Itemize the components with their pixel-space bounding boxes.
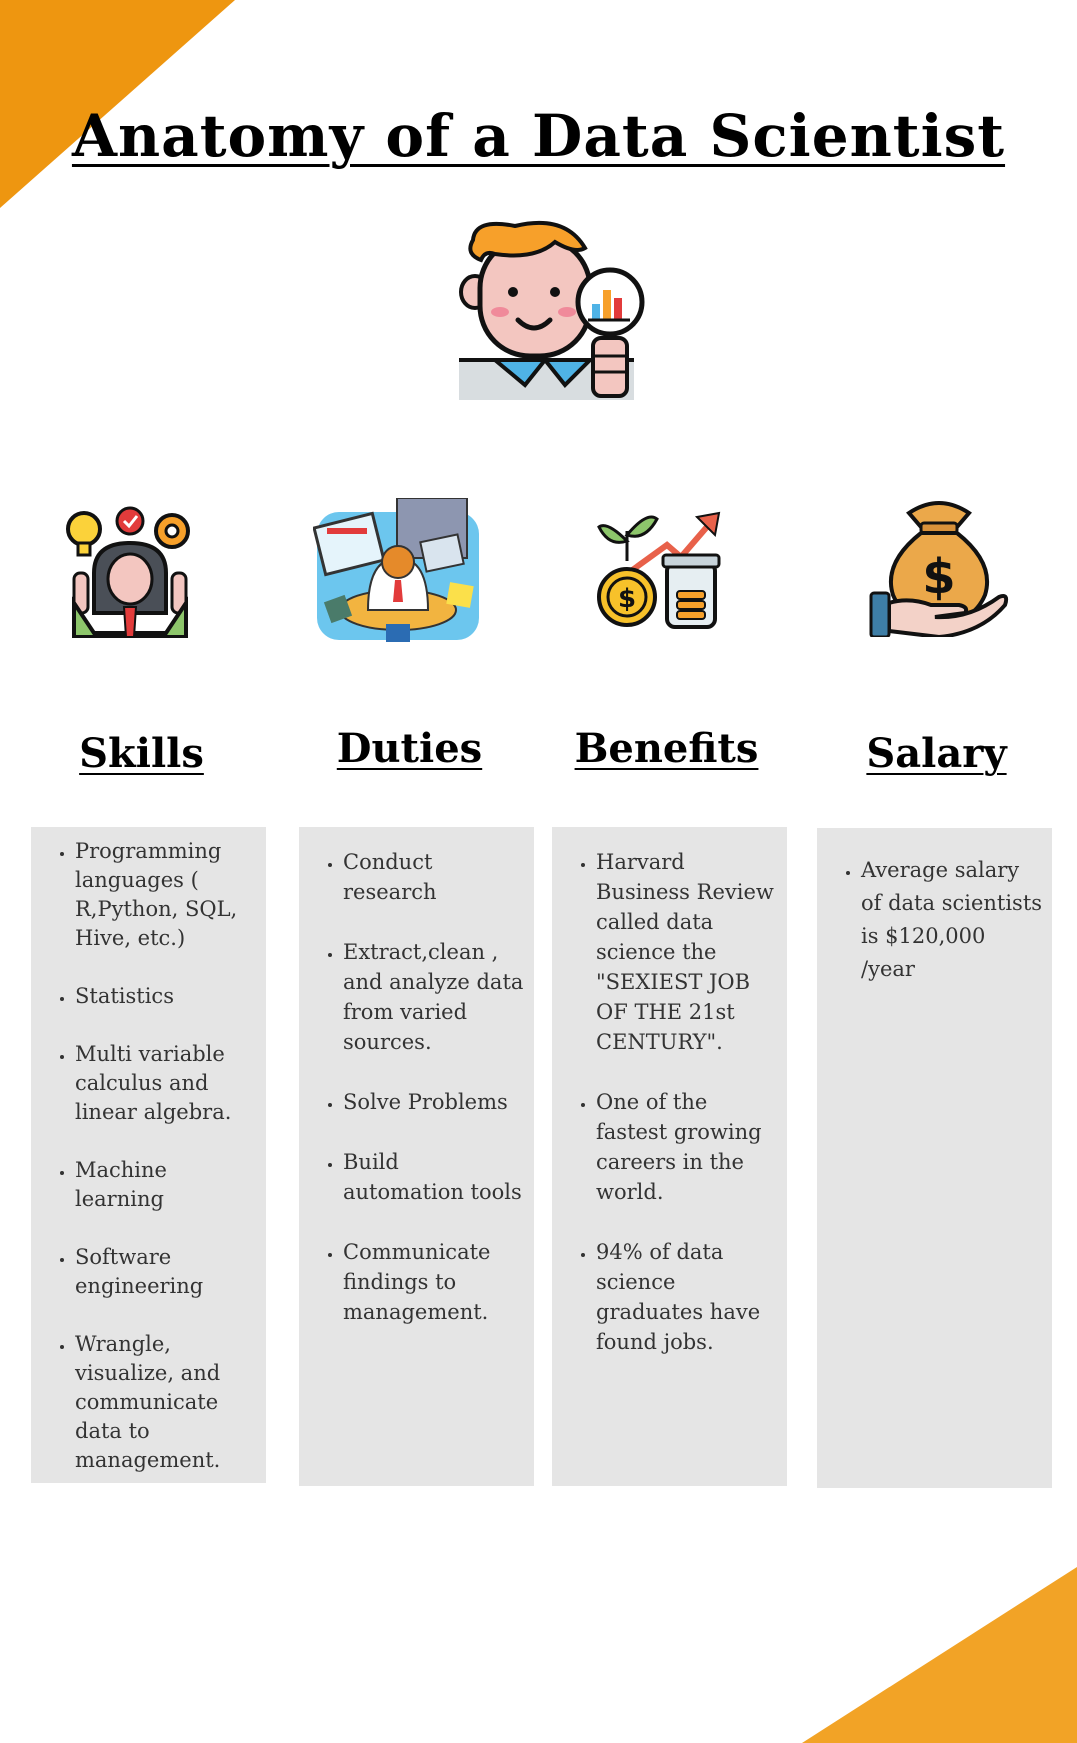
money-bag-hand-icon (869, 493, 1009, 637)
salary-item: • Average salary of data scientists is $120,000 /year (861, 854, 1052, 986)
duties-item: • Communicate findings to management. (343, 1237, 534, 1327)
skills-item: • Wrangle, visualize, and communicate data to management. (75, 1330, 266, 1475)
data-scientist-icon (455, 220, 655, 402)
skills-box (31, 827, 266, 1483)
skills-item: • Machine learning (75, 1156, 266, 1214)
benefits-list (552, 847, 787, 1357)
heading-salary: Salary (866, 730, 1007, 777)
duties-box (299, 827, 534, 1486)
skills-item: • Statistics (75, 982, 266, 1011)
heading-duties: Duties (336, 725, 483, 772)
skills-item: • Programming languages ( R,Python, SQL, Hive, etc.) (75, 837, 266, 953)
analyst-at-desk-icon (313, 498, 483, 644)
duties-item: • Conduct research (343, 847, 534, 907)
svg-text:$: $ (922, 549, 956, 605)
money-growth-icon (597, 501, 722, 631)
skills-item: • Multi variable calculus and linear algebra. (75, 1040, 266, 1127)
salary-list (817, 854, 1052, 986)
skills-list (31, 837, 266, 1475)
woman-skills-icon (64, 503, 196, 638)
duties-item: • Solve Problems (343, 1087, 534, 1117)
benefits-box (552, 827, 787, 1486)
duties-list (299, 847, 534, 1327)
benefits-item: • One of the fastest growing careers in the world. (596, 1087, 787, 1207)
benefits-item: • Harvard Business Review called data science the "SEXIEST JOB OF THE 21st CENTURY". (596, 847, 787, 1057)
duties-item: • Build automation tools (343, 1147, 534, 1207)
duties-item: • Extract,clean , and analyze data from varied sources. (343, 937, 534, 1057)
heading-skills: Skills (79, 730, 204, 777)
salary-box (817, 828, 1052, 1488)
benefits-item: • 94% of data science graduates have found jobs. (596, 1237, 787, 1357)
corner-triangle-bottom-right (802, 1567, 1077, 1743)
heading-benefits: Benefits (574, 725, 759, 772)
skills-item: • Software engineering (75, 1243, 266, 1301)
svg-text:$: $ (617, 584, 637, 614)
page-title: Anatomy of a Data Scientist (71, 102, 1006, 170)
